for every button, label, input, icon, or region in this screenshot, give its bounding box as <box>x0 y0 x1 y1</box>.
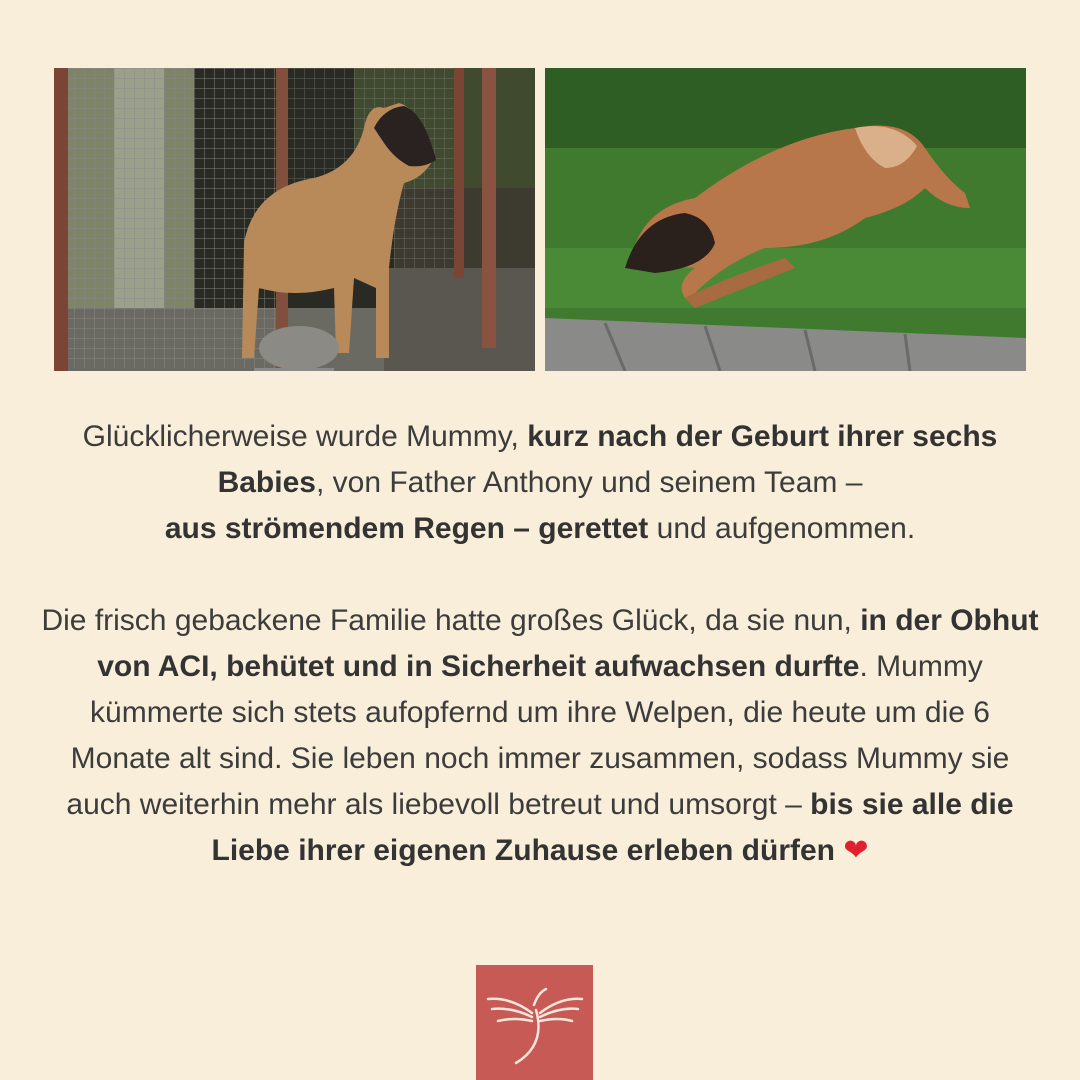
photo-dog-on-grass <box>545 68 1026 371</box>
bird-wings-logo-icon <box>476 965 593 1080</box>
paragraph-rescue <box>40 414 1040 552</box>
para1-bold-1: kurz nach der Geburt ihrer sechs Babies <box>217 420 998 499</box>
paragraph-family <box>40 598 1040 874</box>
para1-bold-2: aus strömendem Regen – gerettet <box>164 512 649 545</box>
para2-text-2: . Mummy kümmerte sich stets aufopfernd um ihre Welpen, die heute um die 6 Monate alt sind. Sie leben noch immer zusammen, sodass Mummy sie auch weiterhin mehr als liebevoll betreut und umsorgt – <box>66 650 1010 821</box>
para1-text-3: und aufgenommen. <box>648 512 916 545</box>
para2-bold-2: bis sie alle die Liebe ihrer eigenen Zuhause erleben dürfen <box>211 788 1014 867</box>
heart-icon: ❤ <box>843 834 869 867</box>
para1-text-2: , von Father Anthony und seinem Team – <box>315 466 863 499</box>
photo-dog-in-cage <box>54 68 535 371</box>
para2-bold-1: in der Obhut von ACI, behütet und in Sicherheit aufwachsen durfte <box>97 604 1039 683</box>
para2-text-1: Die frisch gebackene Familie hatte großes Glück, da sie nun, <box>41 604 861 637</box>
para1-text-1: Glücklicherweise wurde Mummy, <box>82 420 528 453</box>
